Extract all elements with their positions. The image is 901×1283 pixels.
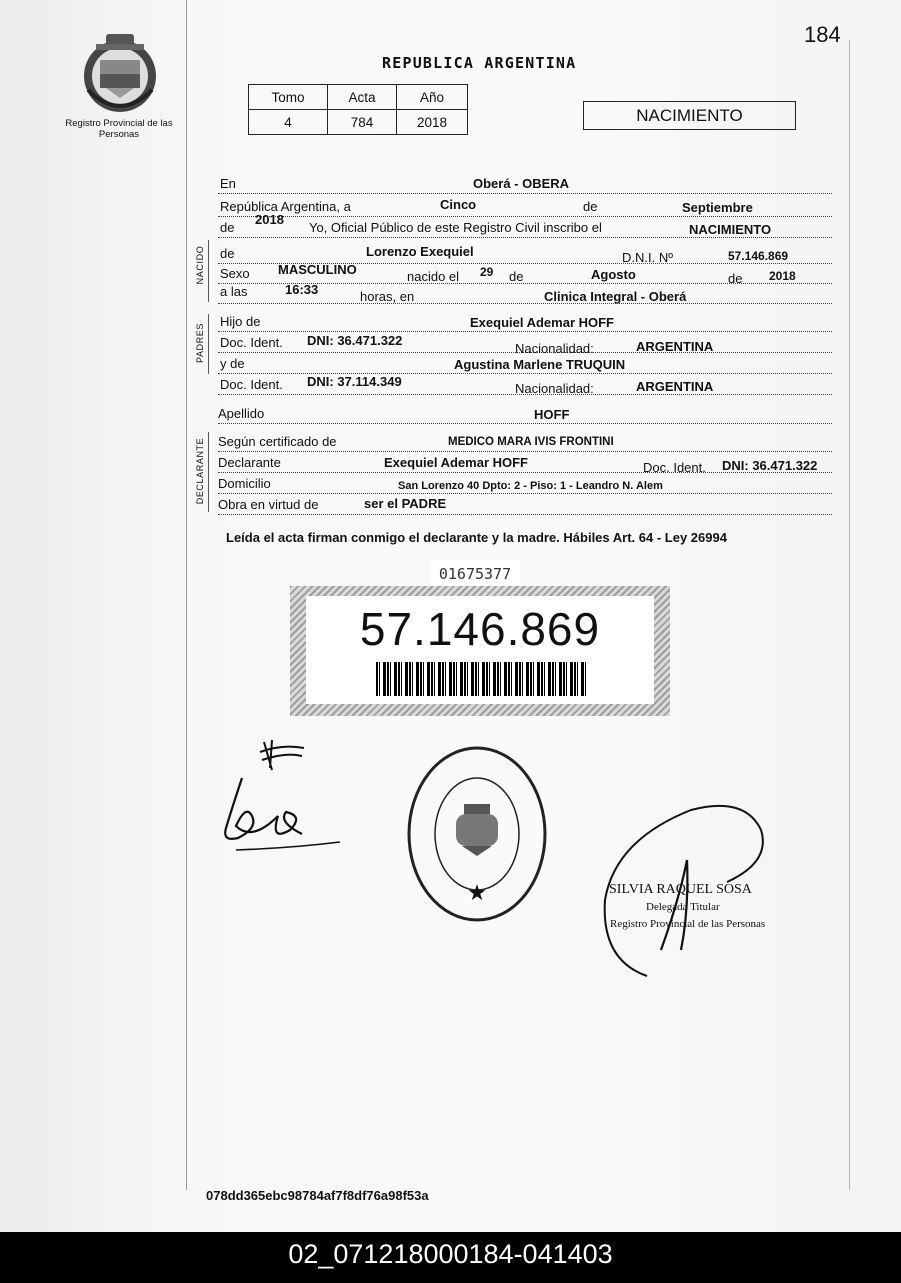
address-value: San Lorenzo 40 Dpto: 2 - Piso: 1 - Leandro N. Alem	[398, 480, 663, 492]
sex-value: MASCULINO	[278, 262, 357, 277]
value-tomo: 4	[249, 110, 328, 135]
label-de: de	[583, 199, 598, 214]
registry-table	[248, 84, 468, 135]
left-margin-rule	[186, 0, 187, 1190]
svg-text:★: ★	[467, 881, 487, 906]
label-doc-father: Doc. Ident.	[220, 335, 283, 350]
birth-month: Agosto	[591, 267, 636, 282]
section-label-padres: PADRES	[195, 323, 205, 363]
section-label-declarante: DECLARANTE	[195, 437, 205, 505]
line-declarant	[218, 453, 832, 473]
padres-bracket	[208, 314, 209, 374]
oficial-text: Yo, Oficial Público de este Registro Civil inscribo el	[309, 220, 602, 235]
label-y-de: y de	[220, 356, 245, 371]
header-tomo: Tomo	[249, 85, 328, 110]
month-value: Septiembre	[682, 200, 753, 215]
document-hash: 078dd365ebc98784af7f8df76a98f53a	[206, 1188, 429, 1203]
line-address	[218, 474, 832, 494]
line-father	[218, 312, 832, 332]
place-value: Oberá - OBERA	[473, 176, 570, 191]
record-type-box: NACIMIENTO	[583, 101, 796, 130]
basis-value: ser el PADRE	[364, 496, 447, 511]
father-doc: DNI: 36.471.322	[307, 333, 403, 348]
line-newborn-name	[218, 244, 832, 264]
dni-label-card	[290, 586, 670, 716]
label-apellido: Apellido	[218, 406, 265, 421]
mother-nationality: ARGENTINA	[636, 379, 714, 394]
label-domicilio: Domicilio	[218, 476, 271, 491]
declarant-name: Exequiel Ademar HOFF	[384, 455, 528, 470]
surname-value: HOFF	[534, 407, 570, 422]
right-margin-rule	[849, 40, 850, 1190]
line-mother-doc	[218, 375, 832, 395]
act-type-value: NACIMIENTO	[689, 222, 772, 237]
birth-day: 29	[480, 265, 494, 279]
year-value: 2018	[255, 212, 284, 227]
footer-code: 02_071218000184-041403	[0, 1232, 901, 1283]
line-mother	[218, 354, 832, 374]
emblem-caption: Registro Provincial de las Personas	[65, 118, 173, 140]
declarant-doc: DNI: 36.471.322	[722, 458, 818, 473]
label-nacido-el: nacido el	[407, 269, 460, 284]
section-label-nacido: NACIDO	[195, 245, 205, 285]
nacido-bracket	[208, 240, 209, 302]
birth-year: 2018	[769, 269, 796, 283]
line-year	[218, 212, 832, 238]
day-value: Cinco	[440, 197, 477, 212]
birth-place: Clinica Integral - Oberá	[544, 289, 687, 304]
line-surname	[218, 404, 832, 424]
document-title: REPUBLICA ARGENTINA	[382, 54, 577, 72]
label-segun-cert: Según certificado de	[218, 434, 337, 449]
declarante-bracket	[208, 432, 209, 512]
label-de-month: de	[509, 269, 524, 284]
delegation-seal-icon	[404, 744, 550, 924]
label-obra: Obra en virtud de	[218, 497, 319, 512]
label-de-byear: de	[728, 271, 743, 286]
label-dni: D.N.I. Nº	[622, 250, 673, 265]
declarant-signature-icon	[212, 730, 352, 860]
official-org: Registro Provincial de las Personas	[610, 918, 766, 930]
reading-note: Leída el acta firman conmigo el declarante y la madre. Hábiles Art. 64 - Ley 26994	[226, 530, 727, 545]
line-time-place	[218, 284, 832, 304]
label-en: En	[220, 176, 236, 191]
line-sex-birth	[218, 264, 832, 284]
label-doc-declarant: Doc. Ident.	[643, 460, 706, 475]
value-acta: 784	[328, 110, 397, 135]
label-nac-father: Nacionalidad:	[515, 341, 594, 356]
line-father-doc	[218, 333, 832, 356]
dni-label-inner	[306, 596, 654, 704]
label-declarante: Declarante	[218, 455, 281, 470]
header-anio: Año	[397, 85, 468, 110]
label-de-year: de	[220, 220, 235, 235]
birth-time: 16:33	[285, 282, 319, 297]
label-nac-mother: Nacionalidad:	[515, 381, 594, 396]
value-anio: 2018	[397, 110, 468, 135]
official-role: Delegada Titular	[646, 901, 720, 913]
newborn-dni: 57.146.869	[728, 249, 789, 263]
label-republica: República Argentina, a	[220, 199, 351, 214]
label-doc-mother: Doc. Ident.	[220, 377, 283, 392]
label-de-name: de	[220, 246, 235, 261]
label-sexo: Sexo	[220, 266, 250, 281]
label-hijo-de: Hijo de	[220, 314, 261, 329]
father-name: Exequiel Ademar HOFF	[470, 315, 614, 330]
line-basis	[218, 495, 832, 515]
page-number: 184	[804, 22, 841, 47]
label-a-las: a las	[220, 284, 248, 299]
mother-name: Agustina Marlene TRUQUIN	[454, 357, 626, 372]
official-name: SILVIA RAQUEL SOSA	[609, 882, 752, 897]
province-emblem-icon	[80, 30, 160, 116]
line-certificate	[218, 432, 832, 452]
father-nationality: ARGENTINA	[636, 339, 714, 354]
header-acta: Acta	[328, 85, 397, 110]
label-horas-en: horas, en	[360, 289, 415, 304]
mother-doc: DNI: 37.114.349	[307, 374, 402, 389]
dni-number: 57.146.869	[359, 603, 601, 655]
newborn-name: Lorenzo Exequiel	[366, 244, 474, 259]
certificate-value: MEDICO MARA IVIS FRONTINI	[448, 436, 614, 448]
line-place	[218, 174, 832, 194]
serial-stamp: 01675377	[430, 560, 520, 586]
line-date	[218, 197, 832, 217]
barcode-icon	[376, 662, 586, 696]
